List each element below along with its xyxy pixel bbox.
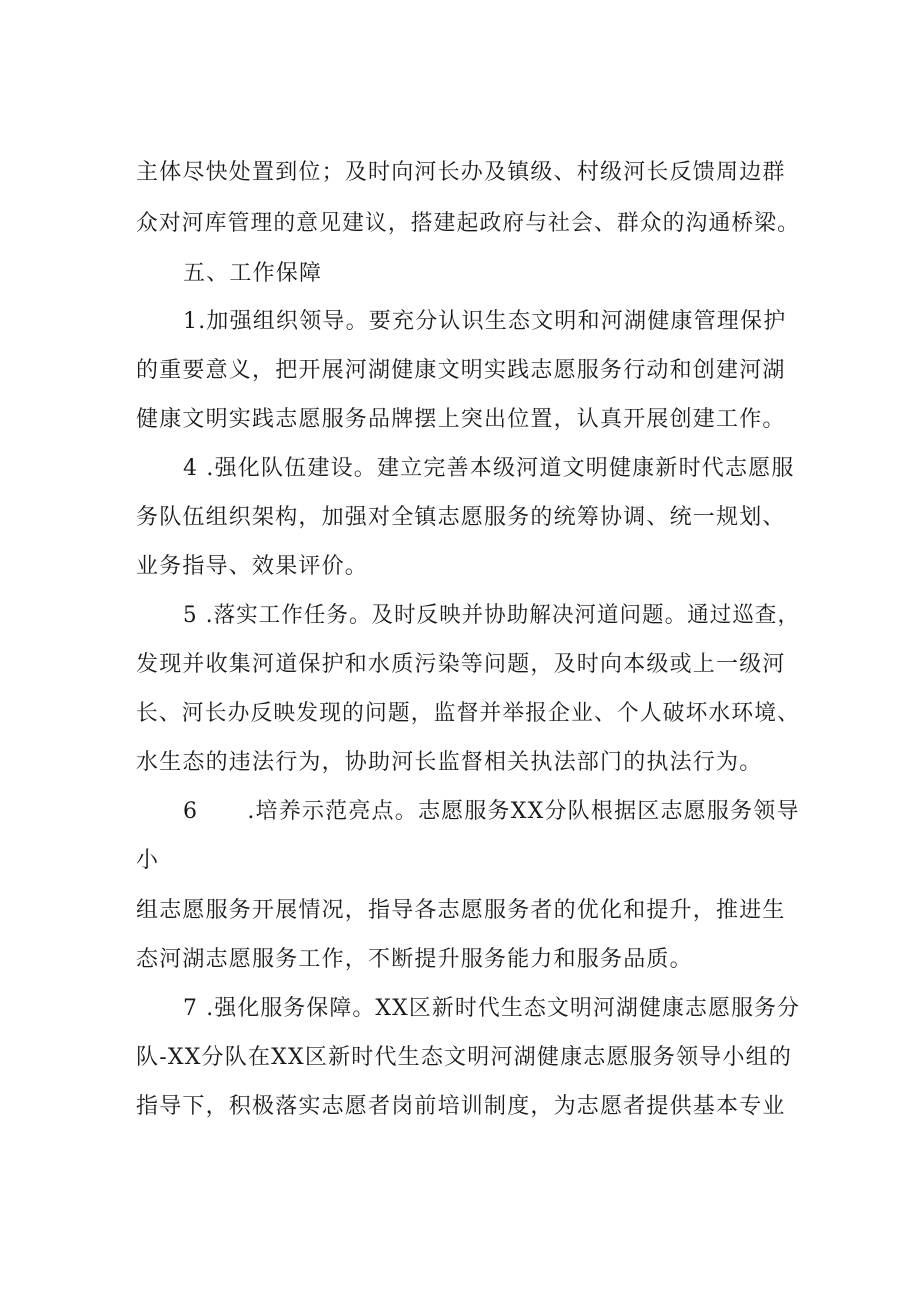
text-line: 众对河库管理的意见建议，搭建起政府与社会、群众的沟通桥梁。 bbox=[136, 211, 801, 236]
text-line: 健康文明实践志愿服务品牌摆上突出位置，认真开展创建工作。 bbox=[136, 407, 786, 432]
section-heading: 五、工作保障 bbox=[183, 261, 323, 286]
text-line: 小 bbox=[136, 848, 160, 873]
text-line: 业务指导、效果评价。 bbox=[136, 554, 369, 579]
text-line: 队-XX分队在XX区新时代生态文明河湖健康志愿服务领导小组的 bbox=[136, 1045, 793, 1070]
text-line: 水生态的违法行为，协助河长监督相关执法部门的执法行为。 bbox=[136, 750, 763, 775]
text-line: 主体尽快处置到位；及时向河长办及镇级、村级河长反馈周边群 bbox=[136, 160, 786, 185]
text-line: 6 .培养示范亮点。志愿服务XX分队根据区志愿服务领导 bbox=[183, 799, 800, 824]
text-line: 长、河长办反映发现的问题，监督并举报企业、个人破坏水环境、 bbox=[136, 701, 801, 726]
text-line: 务队伍组织架构，加强对全镇志愿服务的统筹协调、统一规划、 bbox=[136, 505, 786, 530]
text-line: 7 .强化服务保障。XX区新时代生态文明河湖健康志愿服务分 bbox=[183, 996, 801, 1021]
text-line: 5 .落实工作任务。及时反映并协助解决河道问题。通过巡查， bbox=[183, 603, 801, 628]
text-line: 态河湖志愿服务工作，不断提升服务能力和服务品质。 bbox=[136, 947, 693, 972]
text-line: 组志愿服务开展情况，指导各志愿服务者的优化和提升，推进生 bbox=[136, 898, 786, 923]
text-line: 发现并收集河道保护和水质污染等问题，及时向本级或上一级河 bbox=[136, 652, 786, 677]
text-line: 指导下，积极落实志愿者岗前培训制度，为志愿者提供基本专业 bbox=[136, 1094, 786, 1119]
text-line: 1.加强组织领导。要充分认识生态文明和河湖健康管理保护 bbox=[183, 309, 787, 334]
text-line: 4 .强化队伍建设。建立完善本级河道文明健康新时代志愿服 bbox=[183, 456, 795, 481]
text-line: 的重要意义，把开展河湖健康文明实践志愿服务行动和创建河湖 bbox=[136, 358, 786, 383]
